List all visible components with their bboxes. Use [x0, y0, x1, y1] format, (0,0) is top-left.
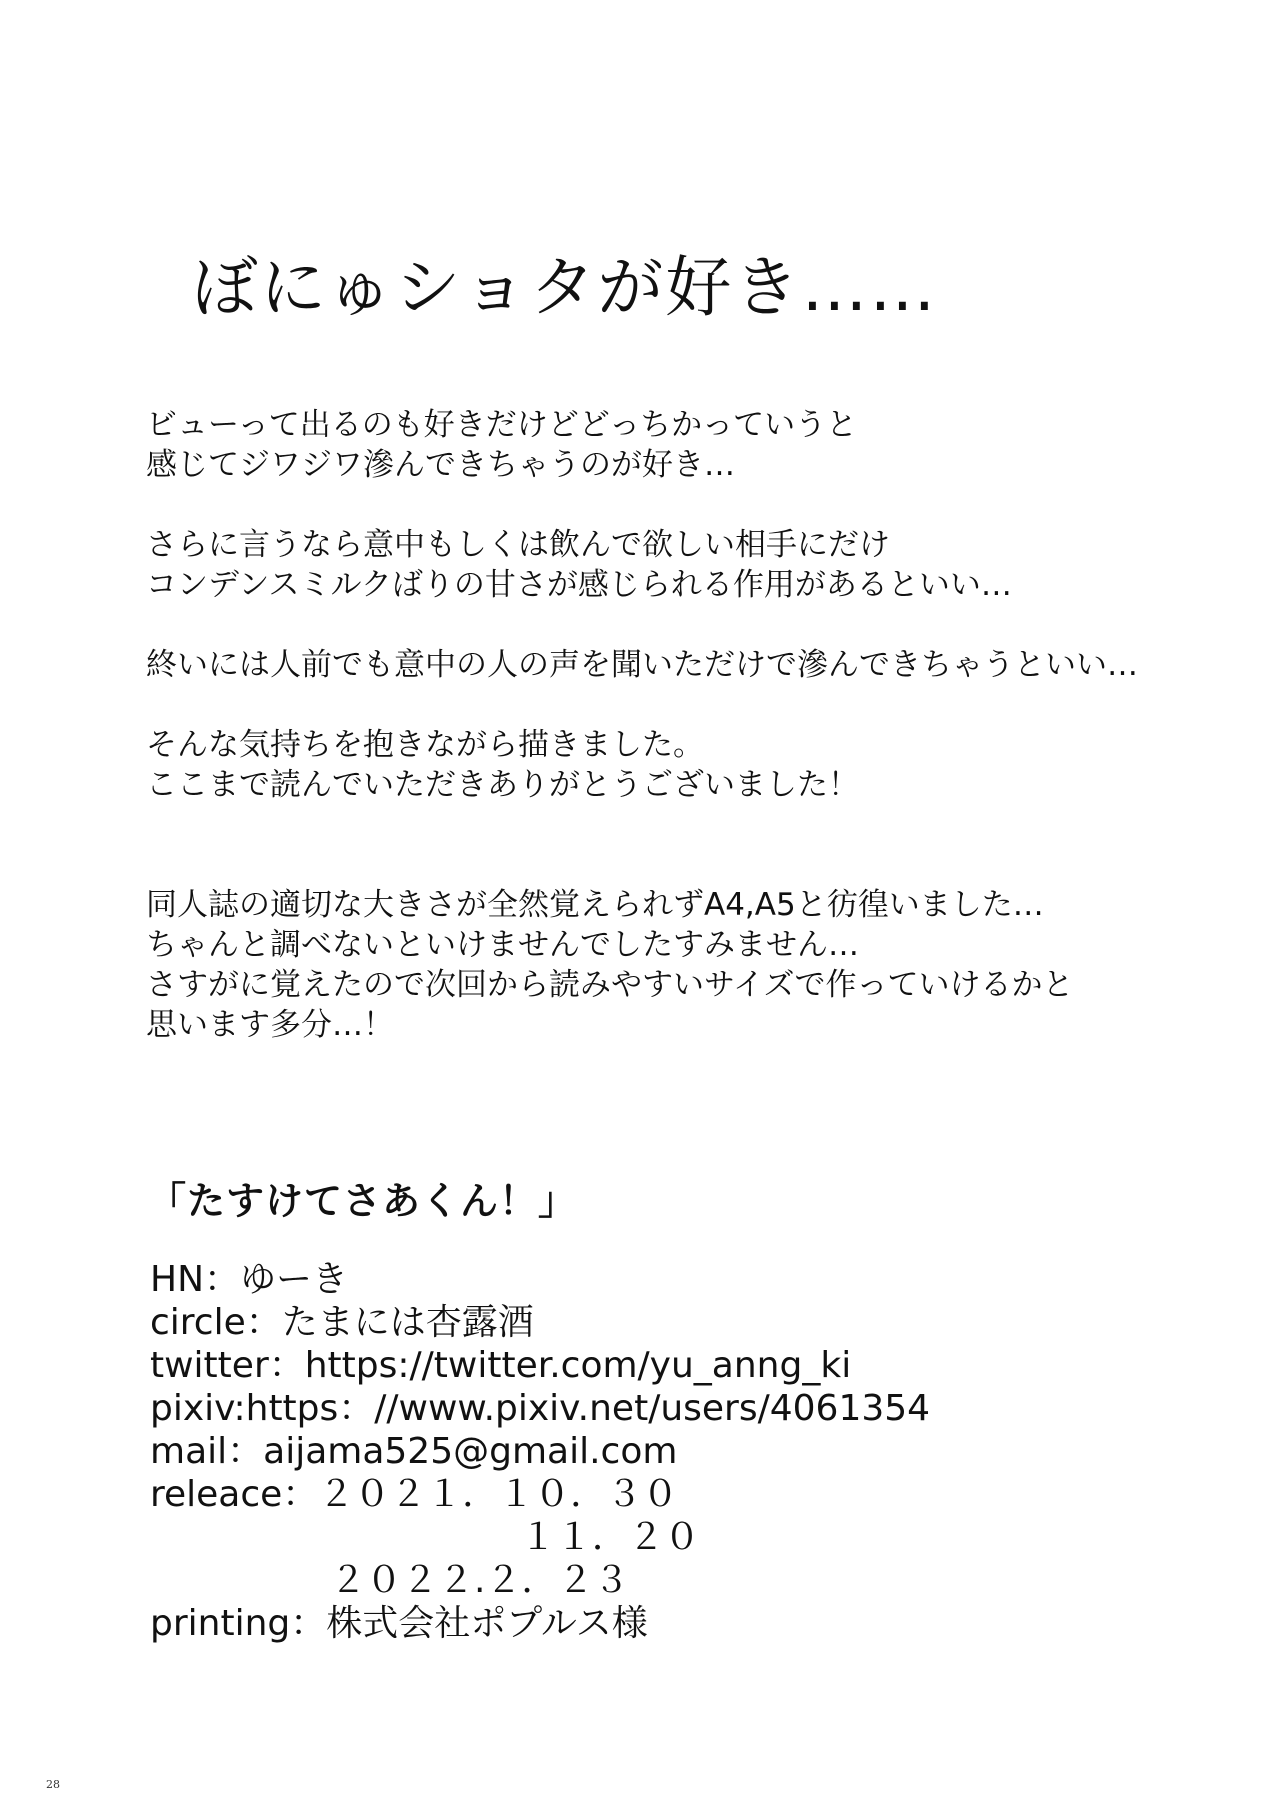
afterword-line: 感じてジワジワ滲んできちゃうのが好き…	[146, 447, 735, 483]
afterword-line: さすがに覚えたので次回から読みやすいサイズで作っていけるかと	[146, 967, 1074, 1003]
afterword-line: 終いには人前でも意中の人の声を聞いただけで滲んできちゃうといい…	[146, 647, 1138, 683]
afterword-line: コンデンスミルクばりの甘さが感じられる作用があるといい…	[146, 567, 1012, 603]
page-title: ぼにゅショタが好き……	[192, 249, 938, 326]
afterword-line: 同人誌の適切な大きさが全然覚えられずA4,A5と彷徨いました…	[146, 887, 1044, 923]
colophon-twitter: twitter：https://twitter.com/yu_anng_ki	[150, 1345, 852, 1386]
afterword-paragraph-1	[146, 405, 1256, 485]
afterword-line: そんな気持ちを抱きながら描きました。	[146, 727, 704, 763]
afterword-paragraph-2	[146, 525, 1256, 605]
afterword-line: ここまで読んでいただきありがとうございました！	[146, 767, 859, 803]
colophon	[150, 1258, 1250, 1645]
colophon-mail: mail：aijama525@gmail.com	[150, 1431, 678, 1472]
afterword-line: ビューって出るのも好きだけどどっちかっていうと	[146, 407, 858, 443]
afterword-line: さらに言うなら意中もしくは飲んで欲しい相手にだけ	[146, 527, 890, 563]
colophon-printing: printing：株式会社ポプルス様	[150, 1603, 648, 1644]
page-number: 28	[46, 1778, 60, 1791]
book-title: 「たすけてさあくん！」	[148, 1179, 578, 1223]
colophon-hn: HN：ゆーき	[150, 1259, 349, 1300]
colophon-circle: circle：たまには杏露酒	[150, 1302, 534, 1343]
colophon-release-date-2: １１．２０	[520, 1517, 701, 1558]
colophon-release: releace：２０２１．１０．３０	[150, 1474, 679, 1515]
colophon-release-date-3: ２０２２.２．２３	[330, 1560, 630, 1601]
afterword-paragraph-3	[146, 645, 1256, 685]
afterword-paragraph-4	[146, 725, 1256, 805]
afterword-line: ちゃんと調べないといけませんでしたすみません…	[146, 927, 859, 963]
afterword-line: 思います多分…！	[146, 1007, 394, 1043]
afterword-paragraph-5	[146, 885, 1256, 1045]
afterword-text	[146, 405, 1256, 1045]
colophon-pixiv: pixiv:https：//www.pixiv.net/users/4061354	[150, 1388, 931, 1429]
